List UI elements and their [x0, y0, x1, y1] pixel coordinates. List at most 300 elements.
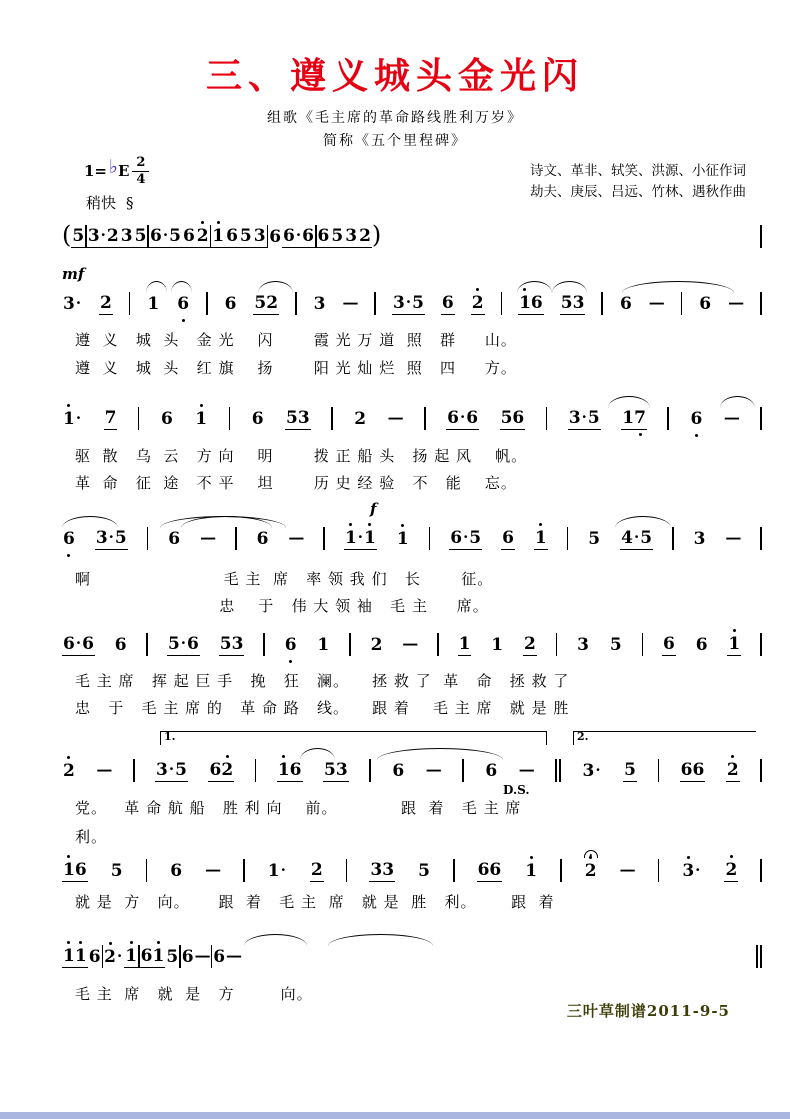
barline [760, 633, 762, 656]
note-digit: 1 [534, 528, 547, 548]
note-group [726, 762, 740, 782]
note-group [458, 636, 472, 656]
lyric-row-verse1-3: 啊 毛 主 席 率 领 我 们 长 征。 [75, 570, 494, 588]
note-unit [75, 948, 87, 965]
octave-dot-above [130, 941, 133, 944]
note-unit [318, 228, 330, 245]
note-group [621, 410, 647, 430]
note-group [167, 636, 200, 656]
duration-dash: — [425, 760, 442, 779]
note-unit [278, 762, 290, 779]
note-group [62, 636, 95, 656]
note-unit [89, 949, 101, 966]
octave-dot-above [687, 856, 690, 859]
octave-dot-above [476, 288, 479, 291]
note-unit [371, 637, 383, 654]
note-digit: 2 [221, 760, 234, 780]
note-unit [226, 228, 238, 245]
note-group [323, 762, 349, 782]
note-unit [232, 636, 244, 653]
subtitle-line-1: 组歌《毛主席的革命路线胜利万岁》 [267, 110, 523, 126]
note-digit: 1 [63, 946, 75, 966]
note-group [62, 296, 83, 315]
note-unit [290, 762, 302, 779]
note-unit [682, 863, 694, 880]
note-unit [212, 228, 224, 245]
note-digit: 1 [125, 946, 138, 966]
note-group [330, 228, 344, 248]
note-digit: 6 [114, 635, 127, 655]
note-unit [459, 636, 471, 653]
note-group [391, 763, 405, 782]
note-group [623, 762, 637, 782]
note-unit [397, 531, 409, 548]
augmentation-dot: · [581, 408, 587, 426]
note-digit: 7 [104, 408, 117, 428]
duration-dash: — [226, 946, 243, 965]
note-unit [220, 636, 232, 653]
note-digit: 1 [728, 634, 741, 654]
note-digit: 5 [624, 760, 636, 780]
note-group [267, 863, 288, 882]
barline [255, 759, 257, 782]
note-unit [583, 763, 595, 780]
note-digit: 1 [152, 946, 165, 966]
octave-dot-below [289, 660, 292, 663]
note-digit: 2 [584, 861, 597, 881]
note-digit: 2 [354, 409, 367, 429]
note-unit [63, 862, 75, 879]
note-group [225, 228, 239, 248]
note-unit [187, 636, 199, 653]
duration-dash: — [402, 634, 419, 653]
augmentation-dot: · [168, 760, 175, 778]
music-line-1 [62, 214, 762, 248]
note-group [282, 228, 315, 248]
note-digit: 1 [74, 946, 87, 966]
music-line-2 [62, 265, 762, 315]
note-group [176, 296, 190, 315]
note-unit [317, 637, 329, 654]
note-unit [221, 762, 233, 779]
note-digit: 6 [140, 946, 153, 966]
note-unit [257, 531, 269, 548]
note-digit: 1 [622, 408, 635, 428]
note-group [680, 762, 706, 782]
note-group [253, 295, 279, 315]
note-digit: 6 [63, 529, 75, 549]
note-unit [240, 228, 252, 245]
note-unit [283, 228, 295, 245]
note-group [310, 862, 324, 882]
barline [560, 859, 562, 882]
note-digit: 6 [447, 408, 460, 428]
note-unit [141, 948, 153, 965]
note-digit: 3 [568, 408, 581, 428]
note-unit [699, 296, 711, 313]
note-unit [569, 410, 581, 427]
dynamic-mark: mf [62, 265, 85, 283]
note-unit [634, 410, 646, 427]
note-digit: 3 [693, 529, 706, 549]
note-unit [115, 530, 127, 547]
note-group [344, 228, 358, 248]
note-group [500, 410, 526, 430]
note-unit [588, 531, 600, 548]
note-group [693, 531, 707, 550]
note-digit: 5 [286, 408, 298, 428]
note-unit [75, 862, 87, 879]
note-unit [681, 762, 693, 779]
note-digit: 5 [239, 226, 252, 246]
note-group [584, 863, 598, 882]
note-digit: 5 [331, 226, 344, 246]
duration-dash: — [205, 860, 222, 879]
note-unit [331, 228, 343, 245]
note-unit [269, 229, 281, 246]
note-digit: 6 [168, 529, 181, 549]
barline [681, 292, 683, 315]
lyric-row-verse2-3: 忠 于 伟 大 领 袖 毛 主 席。 [75, 597, 489, 615]
note-group [277, 762, 303, 782]
note-digit: 5 [418, 861, 430, 881]
note-unit [268, 863, 280, 880]
octave-dot-above [67, 855, 70, 858]
note-digit: 3 [370, 860, 383, 880]
note-unit [111, 863, 123, 880]
note-group [95, 530, 128, 550]
barline [453, 859, 455, 882]
music-line-8 [62, 934, 762, 968]
note-digit: 6 [226, 226, 238, 246]
note-unit [213, 949, 225, 966]
barline [667, 407, 669, 430]
augmentation-dot: · [463, 528, 469, 546]
note-group [370, 637, 384, 656]
note-unit [156, 762, 168, 779]
duration-dash: — [728, 293, 745, 312]
note-group [149, 228, 182, 248]
note-unit [175, 762, 187, 779]
key-letter: E [117, 162, 130, 181]
note-group [353, 411, 367, 430]
note-unit [168, 636, 180, 653]
barline [129, 292, 131, 315]
note-digit: 6 [213, 947, 226, 967]
note-digit: 6 [699, 294, 712, 314]
note-digit: 6 [289, 760, 302, 780]
note-group [124, 948, 138, 968]
note-digit: 6 [170, 861, 183, 881]
note-group [114, 637, 128, 656]
note-digit: 5 [588, 529, 601, 549]
note-unit [63, 948, 75, 965]
augmentation-dot: · [162, 226, 169, 244]
note-digit: 5 [500, 408, 513, 428]
note-digit: 1 [519, 293, 531, 313]
note-unit [624, 762, 636, 779]
note-digit: 2 [104, 947, 116, 967]
barline [346, 859, 348, 882]
note-unit [104, 949, 116, 966]
note-digit: 3 [335, 760, 348, 780]
music-row [62, 396, 762, 430]
note-group [62, 948, 88, 968]
time-signature [132, 156, 149, 186]
ds-label: D.S. [503, 783, 530, 797]
note-group [256, 531, 270, 550]
volta-bracket [160, 731, 547, 745]
note-digit: 1 [344, 528, 357, 548]
note-digit: 5 [469, 528, 482, 548]
note-digit: 6 [477, 860, 490, 880]
note-digit: 6 [512, 408, 525, 428]
note-group [681, 863, 702, 882]
barline [760, 527, 762, 550]
note-digit: 2 [106, 226, 119, 246]
music-line-4 [62, 500, 762, 550]
music-row [62, 214, 762, 248]
octave-dot-above [282, 755, 285, 758]
note-unit [100, 295, 112, 312]
augmentation-dot: · [357, 528, 364, 546]
note-unit [182, 949, 194, 966]
volta-bracket [573, 731, 756, 745]
note-group [449, 530, 482, 550]
barline [369, 759, 371, 782]
barline [760, 859, 762, 882]
barline [556, 633, 558, 656]
tempo-text: 稍快 [86, 194, 117, 212]
barline [601, 292, 603, 315]
note-unit [640, 530, 652, 547]
note-group [587, 531, 601, 550]
note-digit: 3 [392, 293, 405, 313]
note-group [239, 228, 253, 248]
barline [658, 759, 660, 782]
note-digit: 6 [269, 227, 282, 247]
note-digit: 3 [577, 635, 589, 655]
note-group [576, 637, 590, 656]
note-unit [663, 636, 675, 653]
credits-lyricists: 诗文、革非、轼笑、洪源、小征作词 [530, 163, 746, 179]
note-digit: 2 [196, 226, 209, 246]
note-digit: 5 [110, 861, 123, 881]
note-unit [621, 530, 633, 547]
note-digit: 3 [120, 226, 133, 246]
note-group [619, 296, 633, 315]
flat-icon: ♭ [109, 156, 118, 179]
duration-dash: — [725, 528, 742, 547]
note-unit [225, 296, 237, 313]
duration-dash: — [194, 946, 211, 965]
note-digit: 6 [680, 760, 693, 780]
note-group [194, 411, 208, 430]
note-digit: 6 [209, 760, 222, 780]
note-unit [121, 228, 133, 245]
note-digit: 3 [572, 293, 585, 313]
note-digit: 6 [302, 226, 314, 246]
note-digit: 2 [266, 293, 279, 313]
note-unit [501, 410, 513, 427]
note-group [140, 948, 166, 968]
augmentation-dot: · [180, 634, 187, 652]
note-digit: 2 [310, 860, 323, 880]
note-unit [359, 228, 371, 245]
octave-dot-above [539, 523, 542, 526]
note-group [88, 949, 102, 968]
barline [760, 407, 762, 430]
augmentation-dot: · [695, 861, 701, 879]
dynamic-mark: f [370, 500, 377, 518]
note-digit: 1 [195, 409, 208, 429]
note-group [344, 530, 377, 550]
note-digit: 3 [313, 294, 326, 314]
note-unit [364, 530, 376, 547]
barline [462, 759, 464, 782]
note-group [120, 228, 134, 248]
augmentation-dot: · [116, 947, 123, 965]
duration-dash: — [518, 760, 535, 779]
note-group [523, 636, 537, 656]
note-group [582, 763, 603, 782]
note-unit [170, 863, 182, 880]
note-digit: 5 [560, 293, 573, 313]
note-digit: 6 [187, 634, 199, 654]
note-unit [169, 228, 181, 245]
note-group [695, 637, 709, 656]
note-group [358, 228, 372, 248]
note-unit [152, 948, 164, 965]
note-unit [393, 295, 405, 312]
key-prefix: 1= [84, 162, 108, 181]
note-unit [450, 530, 462, 547]
barline [760, 292, 762, 315]
note-unit [286, 410, 298, 427]
note-unit [254, 295, 266, 312]
note-group [165, 949, 179, 968]
augmentation-dot: · [405, 293, 412, 311]
note-digit: 6 [485, 761, 498, 781]
lyric-row-6: 就 是 方 向。 跟 着 毛 主 席 就 是 胜 利。 跟 着 [75, 893, 555, 911]
note-unit [150, 228, 162, 245]
note-unit [166, 949, 178, 966]
note-group [490, 637, 504, 656]
note-digit: 6 [251, 409, 264, 429]
note-group [284, 637, 298, 656]
note-group [62, 763, 76, 782]
music-line-7 [62, 848, 762, 882]
note-group [313, 296, 327, 315]
note-unit [125, 948, 137, 965]
note-unit [727, 762, 739, 779]
note-digit: 6 [690, 409, 703, 429]
note-unit [254, 228, 266, 245]
note-digit: 2 [63, 761, 75, 781]
note-digit: 6 [502, 528, 514, 548]
octave-dot-above [201, 221, 204, 224]
note-group [441, 295, 455, 315]
note-digit: 5 [169, 226, 181, 246]
subtitle-line-2: 简称《五个里程碑》 [323, 133, 467, 149]
note-unit [577, 637, 589, 654]
music-line-3 [62, 396, 762, 430]
octave-dot-above [730, 855, 733, 858]
music-row [62, 622, 762, 656]
note-unit [345, 228, 357, 245]
note-group [224, 296, 238, 315]
note-digit: 2 [471, 293, 484, 313]
barline [323, 527, 325, 550]
barline [229, 407, 231, 430]
page-title: 三、遵义城头金光闪 [205, 55, 584, 97]
note-group [71, 228, 85, 248]
augmentation-dot: · [108, 528, 114, 546]
note-digit: 6 [224, 294, 237, 314]
note-digit: 1 [364, 528, 376, 548]
note-digit: 6 [63, 634, 75, 654]
note-digit: 3 [382, 860, 395, 880]
note-unit [135, 228, 147, 245]
note-unit [478, 862, 490, 879]
duration-dash: — [342, 293, 359, 312]
barline [760, 225, 762, 248]
note-digit: 5 [167, 634, 180, 654]
note-group [727, 636, 741, 656]
note-unit [63, 763, 75, 780]
note-unit [512, 410, 524, 427]
note-digit: 4 [621, 528, 633, 548]
note-unit [168, 531, 180, 548]
note-unit [502, 530, 514, 547]
note-group [560, 295, 586, 315]
note-digit: 5 [640, 528, 653, 548]
duration-dash: — [619, 860, 636, 879]
note-unit [412, 295, 424, 312]
note-unit [354, 411, 366, 428]
barline [235, 527, 237, 550]
note-digit: 1 [458, 634, 471, 654]
note-digit: 6 [317, 226, 330, 246]
barline [374, 292, 376, 315]
note-unit [485, 763, 497, 780]
note-digit: 3 [63, 294, 75, 314]
note-digit: 3 [95, 528, 108, 548]
note-unit [466, 410, 478, 427]
credits-composers: 劫夫、庚辰、吕远、竹林、遇秋作曲 [530, 184, 746, 200]
note-unit [696, 637, 708, 654]
note-digit: 3 [156, 760, 168, 780]
note-group [471, 295, 485, 315]
note-unit [72, 228, 84, 245]
note-group [62, 411, 83, 430]
lyric-row-verse1-1: 遵 义 城 头 金 光 闪 霞 光 万 道 照 群 山。 [75, 331, 517, 349]
note-unit [266, 295, 278, 312]
note-unit [345, 530, 357, 547]
barline [672, 527, 674, 550]
note-group [534, 530, 548, 550]
lyric-row-7: 毛 主 席 就 是 方 向。 [75, 985, 313, 1003]
barline [295, 292, 297, 315]
note-group [99, 295, 113, 315]
note-unit [725, 862, 737, 879]
note-unit [115, 637, 127, 654]
octave-dot-above [200, 404, 203, 407]
lyric-row-verse2-2: 革 命 征 途 不 平 坦 历 史 经 验 不 能 忘。 [75, 474, 517, 492]
note-digit: 5 [219, 634, 232, 654]
note-unit [252, 411, 264, 428]
note-unit [105, 410, 117, 427]
